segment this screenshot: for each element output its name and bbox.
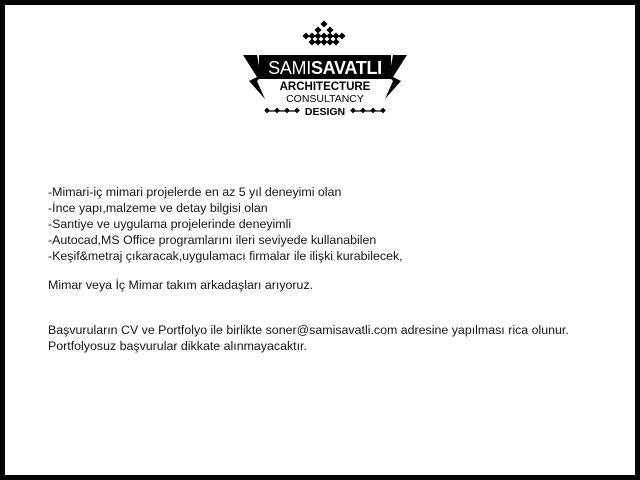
requirement-item: -Keşif&metraj çıkaracak,uygulamacı firmalar ile ilişki kurabilecek,: [48, 249, 403, 263]
logo-design: DESIGN: [304, 106, 346, 118]
logo-diamond-pattern: [302, 20, 345, 45]
logo-consultancy: CONSULTANCY: [286, 93, 364, 105]
logo-name-bold: SAVATLI: [310, 58, 382, 78]
logo-name-light: SAMI: [268, 58, 311, 78]
intro-text: Mimar veya İç Mimar takım arkadaşları arıyoruz.: [48, 278, 314, 292]
requirement-item: -İnce yapı,malzeme ve detay bilgisi olan: [48, 201, 268, 215]
job-posting-text: [48, 184, 638, 354]
application-line: Başvuruların CV ve Portfolyo ile birlikte soner@samisavatli.com adresine yapılması rica olunur.: [48, 323, 569, 337]
svg-text:SAMISAVATLI: [268, 58, 382, 78]
company-logo: [235, 19, 415, 119]
requirement-item: -Autocad,MS Office programlarını ileri seviyede kullanabilen: [48, 233, 377, 247]
requirement-item: -Santiye ve uygulama projelerinde deneyimli: [48, 217, 292, 231]
logo-architecture: ARCHITECTURE: [279, 81, 371, 93]
requirement-item: -Mimari-iç mimari projelerde en az 5 yıl deneyimi olan: [48, 185, 342, 199]
application-line: Portfolyosuz başvurular dikkate alınmayacaktır.: [48, 339, 307, 353]
requirements-list: [48, 184, 638, 264]
application-info: [48, 322, 638, 354]
